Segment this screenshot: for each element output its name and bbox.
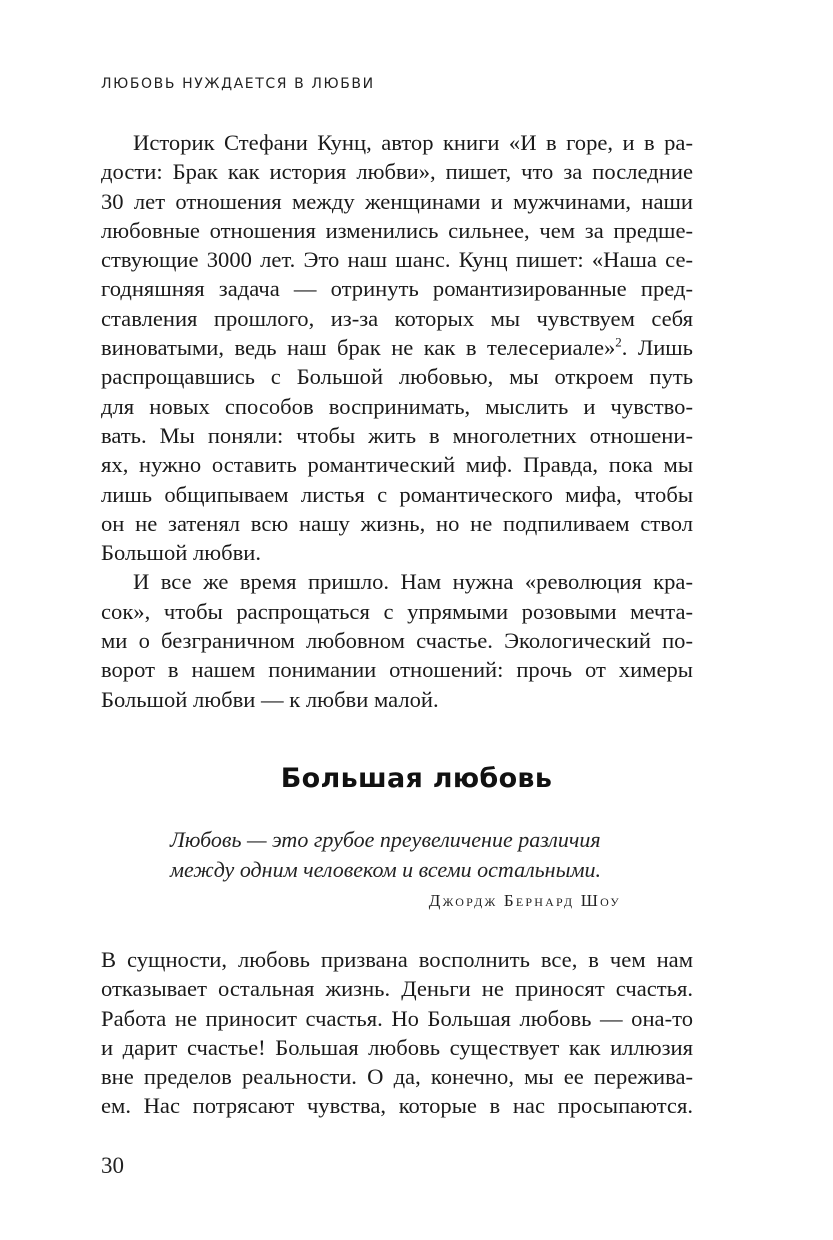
text-line: годняшняя задача — отринуть романтизированные пред- xyxy=(101,276,693,302)
text-line: любовные отношения изменились сильнее, чем за предше- xyxy=(101,217,693,243)
text-line: сок», чтобы распрощаться с упрямыми розовыми мечта- xyxy=(101,598,693,624)
text-line: Работа не приносит счастья. Но Большая любовь — она-то xyxy=(101,1005,693,1031)
text-line: ствующие 3000 лет. Это наш шанс. Кунц пишет: «Наша се- xyxy=(101,247,693,273)
footnote-ref[interactable]: 2 xyxy=(615,334,622,350)
text-line: ставления прошлого, из-за которых мы чувствуем себя xyxy=(101,305,693,331)
text-line: И все же время пришло. Нам нужна «революция кра- xyxy=(133,569,693,595)
epigraph-line: Любовь — это грубое преувеличение различия xyxy=(170,827,601,852)
page-number: 30 xyxy=(101,1153,124,1178)
epigraph xyxy=(170,825,601,885)
text-line: распрощавшись с Большой любовью, мы откроем путь xyxy=(101,364,693,390)
line-text: виноватыми, ведь наш брак не как в телесериале» xyxy=(101,335,616,361)
text-line: Большой любви — к любви малой. xyxy=(101,686,439,712)
text-line: лишь общипываем листья с романтического мифа, чтобы xyxy=(101,481,693,507)
text-line: вне пределов реальности. О да, конечно, мы ее пережива- xyxy=(101,1064,693,1090)
text-line: 30 лет отношения между женщинами и мужчинами, наши xyxy=(101,188,693,214)
text-line: он не затенял всю нашу жизнь, но не подпиливаем ствол xyxy=(101,510,693,536)
text-line: ем. Нас потрясают чувства, которые в нас просыпаются. xyxy=(101,1093,693,1119)
text-line: вать. Мы поняли: чтобы жить в многолетних отношени- xyxy=(101,422,693,448)
text-line: для новых способов воспринимать, мыслить и чувство- xyxy=(101,393,693,419)
epigraph-author: Джордж Бернард Шоу xyxy=(428,891,621,910)
text-line: и дарит счастье! Большая любовь существует как иллюзия xyxy=(101,1034,693,1060)
body-text-paragraph-3 xyxy=(101,945,693,1121)
running-head: ЛЮБОВЬ НУЖДАЕТСЯ В ЛЮБВИ xyxy=(101,76,375,92)
text-line: ворот в нашем понимании отношений: прочь от химеры xyxy=(101,657,693,683)
line-tail: . Лишь xyxy=(621,335,693,361)
body-text-paragraph-1 xyxy=(101,128,693,714)
text-line: В сущности, любовь призвана восполнить все, в чем нам xyxy=(101,947,693,972)
text-line: дости: Брак как история любви», пишет, что за последние xyxy=(101,159,693,185)
text-line: Историк Стефани Кунц, автор книги «И в горе, и в ра- xyxy=(133,130,693,155)
text-line: Большой любви. xyxy=(101,540,262,566)
text-line-with-footnote xyxy=(101,333,693,362)
text-line: ях, нужно оставить романтический миф. Правда, пока мы xyxy=(101,452,693,478)
text-line: отказывает остальная жизнь. Деньги не приносят счастья. xyxy=(101,976,693,1002)
epigraph-line: между одним человеком и всеми остальными. xyxy=(170,857,602,882)
text-line: ми о безграничном любовном счастье. Экологический по- xyxy=(101,628,693,654)
section-title: Большая любовь xyxy=(280,763,553,794)
